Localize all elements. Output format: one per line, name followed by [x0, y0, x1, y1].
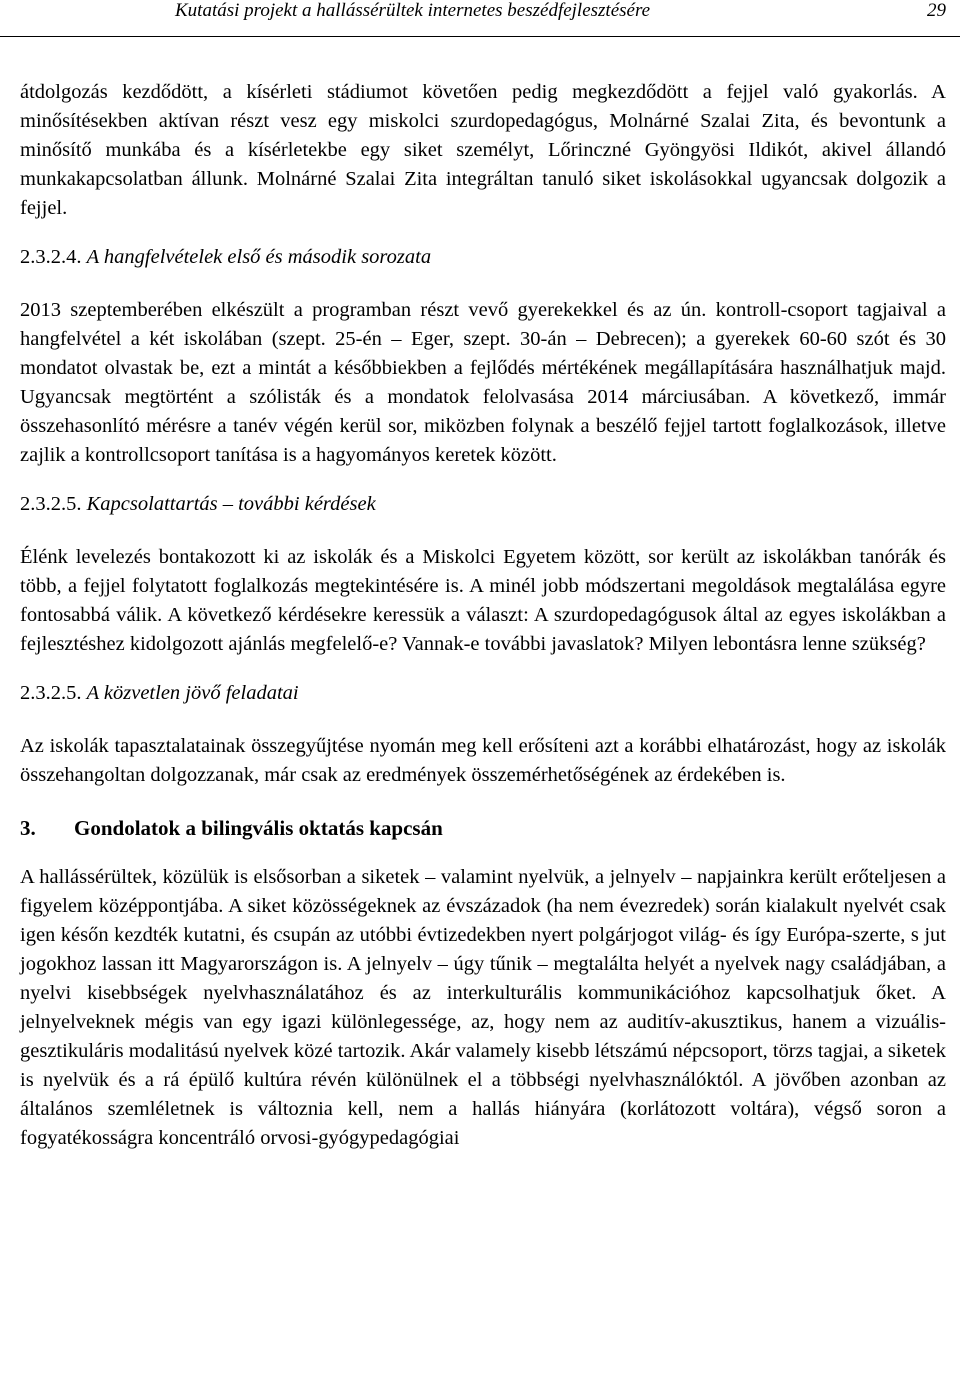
chapter-number: 3. — [20, 816, 36, 840]
spacer — [20, 470, 946, 490]
page-header — [0, 0, 960, 37]
section-number: 2.3.2.4. — [20, 246, 82, 268]
spacer — [20, 223, 946, 243]
spacer — [20, 790, 946, 814]
spacer — [20, 659, 946, 679]
chapter-title: Gondolatok a bilingvális oktatás kapcsán — [74, 816, 443, 840]
running-title: Kutatási projekt a hallássérültek internetes beszédfejlesztésére — [175, 0, 651, 21]
section-heading — [20, 243, 946, 272]
section-title: A hangfelvételek első és második sorozata — [86, 246, 432, 268]
chapter-heading — [20, 814, 946, 843]
section-number: 2.3.2.5. — [20, 682, 82, 704]
paragraph: A hallássérültek, közülük is elsősorban a siketek – valamint nyelvük, a jelnyelv – napjainkra került erőteljesen a figyelem középpontjába. A siket közösségeknek az évszázadok (ha nem évezredek) során kialakult nyelvét csak igen későn kezdték kutatni, és csupán az utóbbi évtizedekben nyert polgárjogot világ- és így Európa-szerte, s jut jogokhoz lassan itt Magyarországon is. A jelnyelv – úgy tűnik – megtalálta helyét a nyelvek nagy családjában, a nyelvi kisebbségek nyelvhasználatához és az interkulturális kommunikációhoz kapcsolhatjuk őket. A jelnyelveknek mégis van egy igazi különlegessége, az, hogy nem az auditív-akusztikus, hanem a vizuális-gesztikuláris modalitású nyelvek közé tartozik. Akár valamely kisebb létszámú népcsoport, törzs tagjai, a siketek is nyelvük és a rá épülő kultúra révén különülnek el a többségi nyelvhasználóktól. A jövőben azonban az általános szemléletnek is változnia kell, nem a hallás hiányára (korlátozott voltára), végső soron a fogyatékosságra koncentráló orvosi-gyógypedagógiai — [20, 866, 946, 1149]
section-heading — [20, 679, 946, 708]
spacer — [20, 272, 946, 296]
section-title: A közvetlen jövő feladatai — [86, 682, 299, 704]
page-number: 29 — [927, 0, 946, 21]
paragraph: átdolgozás kezdődött, a kísérleti stádiumot követően pedig megkezdődött a fejjel való gyakorlás. A minősítésekben aktívan részt vesz egy miskolci szurdopedagógus, Molnárné Szalai Zita, és bevontunk a minősítő munkába és a kísérletekbe egy siket személyt, Lőrinczné Gyöngyösi Ildikót, akivel állandó munkakapcsolatban állunk. Molnárné Szalai Zita integráltan tanuló siket iskolásokkal ugyancsak dolgozik a fejjel. — [20, 81, 946, 219]
section-number: 2.3.2.5. — [20, 493, 82, 515]
spacer — [20, 519, 946, 543]
paragraph: Élénk levelezés bontakozott ki az iskolák és a Miskolci Egyetem között, sor került az iskolákban tanórák és több, a fejjel folytatott foglalkozás megtekintésére is. A minél jobb módszertani megoldások megtalálása egyre fontosabbá válik. A következő kérdésekre keressük a választ: A szurdopedagógusok által az egyes iskolákban a fejlesztéshez kidolgozott ajánlás megfelelő-e? Vannak-e további javaslatok? Milyen lebontásra lenne szükség? — [20, 546, 946, 655]
spacer — [20, 843, 946, 863]
document-body — [20, 78, 946, 1153]
section-title: Kapcsolattartás – további kérdések — [86, 493, 376, 515]
paragraph: 2013 szeptemberében elkészült a programban részt vevő gyerekekkel és az ún. kontroll-csoport tagjaival a hangfelvétel a két iskolában (szept. 25-én – Eger, szept. 30-án – Debrecen); a gyerekek 60-60 szót és 30 mondatot olvastak be, ezt a mintát a későbbiekben a fejlődés mértékének megállapítására használhatjuk majd. Ugyancsak megtörtént a szólisták és a mondatok felolvasása 2014 márciusában. A következő, immár összehasonlító mérésre a tanév végén kerül sor, miközben folynak a beszélő fejjel tartott foglalkozások, illetve zajlik a kontrollcsoport tanítása is a hagyományos keretek között. — [20, 299, 946, 466]
section-heading — [20, 490, 946, 519]
spacer — [20, 708, 946, 732]
paragraph: Az iskolák tapasztalatainak összegyűjtése nyomán meg kell erősíteni azt a korábbi elhatározást, hogy az iskolák összehangoltan dolgozzanak, már csak az eredmények összemérhetőségének az érdekében is. — [20, 735, 946, 786]
